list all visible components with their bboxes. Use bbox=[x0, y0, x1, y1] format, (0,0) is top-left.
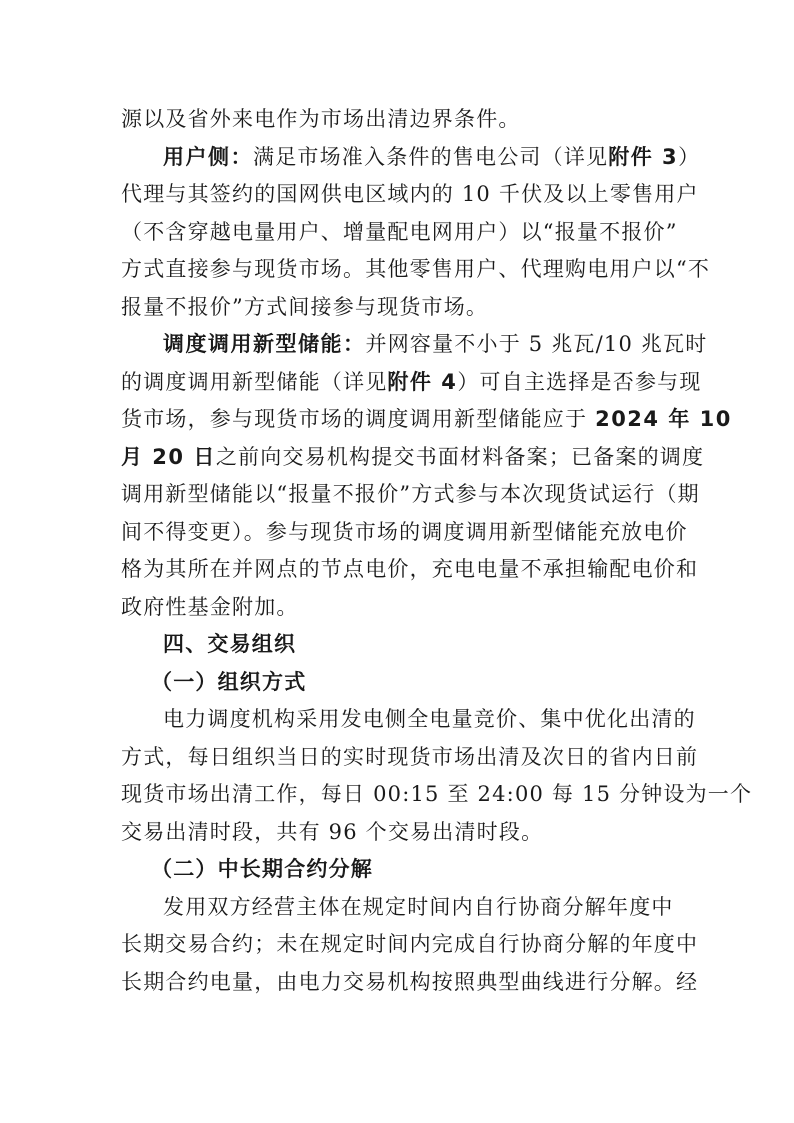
subsection-2-line: 发用双方经营主体在规定时间内自行协商分解年度中 bbox=[163, 894, 674, 919]
subsection-1-line: 现货市场出清工作，每日 00:15 至 24:00 每 15 分钟设为一个 bbox=[121, 782, 753, 806]
paragraph-intro-line: 源以及省外来电作为市场出清边界条件。 bbox=[121, 107, 521, 131]
attachment-3-ref: 附件 3 bbox=[608, 144, 679, 169]
subsection-1-line: 方式，每日组织当日的实时现货市场出清及次日的省内日前 bbox=[121, 744, 699, 769]
storage-line-2 bbox=[121, 364, 702, 402]
user-side-line: 代理与其签约的国网供电区域内的 10 千伏及以上零售用户 bbox=[121, 182, 699, 206]
user-side-line: 报量不报价”方式间接参与现货市场。 bbox=[121, 294, 489, 319]
storage-line1-text: 并网容量不小于 5 兆瓦/10 兆瓦时 bbox=[365, 332, 708, 356]
storage-line2-text-a: 的调度调用新型储能（详见 bbox=[121, 369, 388, 394]
user-side-text-b: ） bbox=[678, 144, 701, 169]
section-4-heading: 四、交易组织 bbox=[163, 632, 297, 656]
user-side-line: 方式直接参与现货市场。其他零售用户、代理购电用户以“不 bbox=[121, 257, 711, 281]
subsection-2-heading: （二）中长期合约分解 bbox=[151, 857, 373, 881]
storage-line3-text: 货市场，参与现货市场的调度调用新型储能应于 bbox=[121, 407, 596, 431]
storage-line: 调用新型储能以“报量不报价”方式参与本次现货试运行（期 bbox=[121, 482, 700, 506]
storage-line: 间不得变更）。参与现货市场的调度调用新型储能充放电价 bbox=[121, 519, 688, 544]
attachment-4-ref: 附件 4 bbox=[387, 369, 458, 394]
subsection-1-line: 电力调度机构采用发电侧全电量竞价、集中优化出清的 bbox=[163, 707, 696, 731]
storage-label: 调度调用新型储能： bbox=[163, 332, 366, 356]
storage-line: 政府性基金附加。 bbox=[121, 594, 299, 619]
deadline-year-month: 2024 年 10 bbox=[595, 407, 732, 431]
user-side-label: 用户侧： bbox=[163, 144, 253, 169]
storage-line-3 bbox=[121, 401, 732, 439]
storage-line2-text-b: ）可自主选择是否参与现 bbox=[457, 369, 702, 394]
user-side-first-line bbox=[121, 139, 701, 177]
storage-line: 格为其所在并网点的节点电价，充电电量不承担输配电价和 bbox=[121, 557, 699, 581]
user-side-text-a: 满足市场准入条件的售电公司（详见 bbox=[253, 144, 609, 169]
subsection-1-heading: （一）组织方式 bbox=[151, 669, 307, 694]
document-body bbox=[121, 101, 753, 1001]
subsection-1-line: 交易出清时段，共有 96 个交易出清时段。 bbox=[121, 819, 544, 844]
user-side-line: （不含穿越电量用户、增量配电网用户）以“报量不报价” bbox=[121, 219, 678, 244]
subsection-2-line: 长期合约电量，由电力交易机构按照典型曲线进行分解。经 bbox=[121, 969, 699, 994]
deadline-day: 月 20 日 bbox=[121, 444, 216, 469]
storage-first-line bbox=[121, 326, 708, 364]
storage-line-4 bbox=[121, 439, 705, 477]
storage-line4-text: 之前向交易机构提交书面材料备案；已备案的调度 bbox=[215, 444, 705, 469]
subsection-2-line: 长期交易合约；未在规定时间内完成自行协商分解的年度中 bbox=[121, 932, 699, 956]
